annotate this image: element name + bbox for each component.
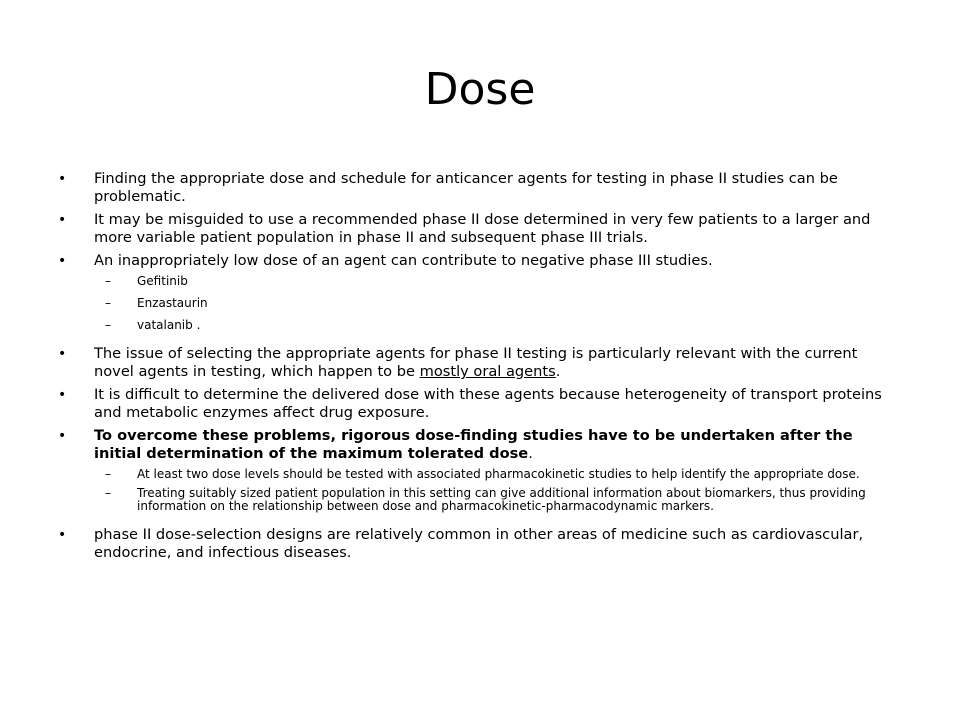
dash-marker: – — [105, 467, 111, 481]
bullet-text — [94, 427, 853, 462]
bullet-item — [58, 170, 900, 206]
bullet-item — [58, 345, 900, 381]
bullet-text-part: . — [528, 445, 533, 462]
bullet-text — [94, 345, 857, 380]
dash-marker: – — [105, 318, 111, 332]
dash-marker: – — [105, 296, 111, 310]
bullet-text: It may be misguided to use a recommended phase II dose determined in very few patients to a larger and more variable patient population in phase II and subsequent phase III trials. — [94, 211, 871, 246]
bullet-dot: • — [58, 346, 67, 362]
bullet-dot: • — [58, 527, 67, 543]
slide-body — [58, 170, 900, 567]
slide-title: Dose — [424, 64, 536, 115]
sub-bullet-item — [58, 319, 900, 332]
bullet-text-part: The issue of selecting the appropriate agents for phase II testing is particularly relevant with the current novel agents in testing, which happen to be — [94, 345, 858, 380]
sub-bullet-text: At least two dose levels should be tested with associated pharmacokinetic studies to help identify the appropriate dose. — [137, 467, 860, 481]
bullet-item — [58, 386, 900, 422]
sub-bullet-item — [58, 297, 900, 310]
sub-list — [58, 468, 900, 513]
sub-list — [58, 275, 900, 332]
bullet-dot: • — [58, 387, 67, 403]
bullet-item — [58, 526, 900, 562]
sub-bullet-text: Treating suitably sized patient population in this setting can give additional information about biomarkers, thus providing information on the relationship between dose and pharmacokinetic-pharmacodynamic markers. — [137, 486, 866, 513]
bullet-dot: • — [58, 171, 67, 187]
bullet-text: An inappropriately low dose of an agent can contribute to negative phase III studies. — [94, 252, 713, 269]
dash-marker: – — [105, 486, 111, 500]
bold-phrase: To overcome these problems, rigorous dose-finding studies have to be undertaken after the initial determination of the maximum tolerated dose — [94, 427, 853, 462]
bullet-item — [58, 211, 900, 247]
sub-bullet-item — [58, 468, 900, 481]
bullet-text: Finding the appropriate dose and schedule for anticancer agents for testing in phase II studies can be problematic. — [94, 170, 838, 205]
dash-marker: – — [105, 274, 111, 288]
bullet-text: phase II dose-selection designs are relatively common in other areas of medicine such as cardiovascular, endocrine, and infectious diseases. — [94, 526, 864, 561]
bullet-dot: • — [58, 253, 67, 269]
sub-bullet-text: vatalanib . — [137, 318, 201, 332]
sub-bullet-text: Gefitinib — [137, 274, 188, 288]
bullet-item — [58, 427, 900, 463]
sub-bullet-item — [58, 275, 900, 288]
sub-bullet-item — [58, 487, 900, 513]
bullet-dot: • — [58, 428, 67, 444]
bullet-text: It is difficult to determine the delivered dose with these agents because heterogeneity of transport proteins and metabolic enzymes affect drug exposure. — [94, 386, 882, 421]
underlined-phrase: mostly oral agents — [419, 363, 556, 380]
bullet-text-part: . — [555, 363, 561, 380]
bullet-item — [58, 252, 900, 270]
bullet-dot: • — [58, 212, 67, 228]
sub-bullet-text: Enzastaurin — [137, 296, 208, 310]
